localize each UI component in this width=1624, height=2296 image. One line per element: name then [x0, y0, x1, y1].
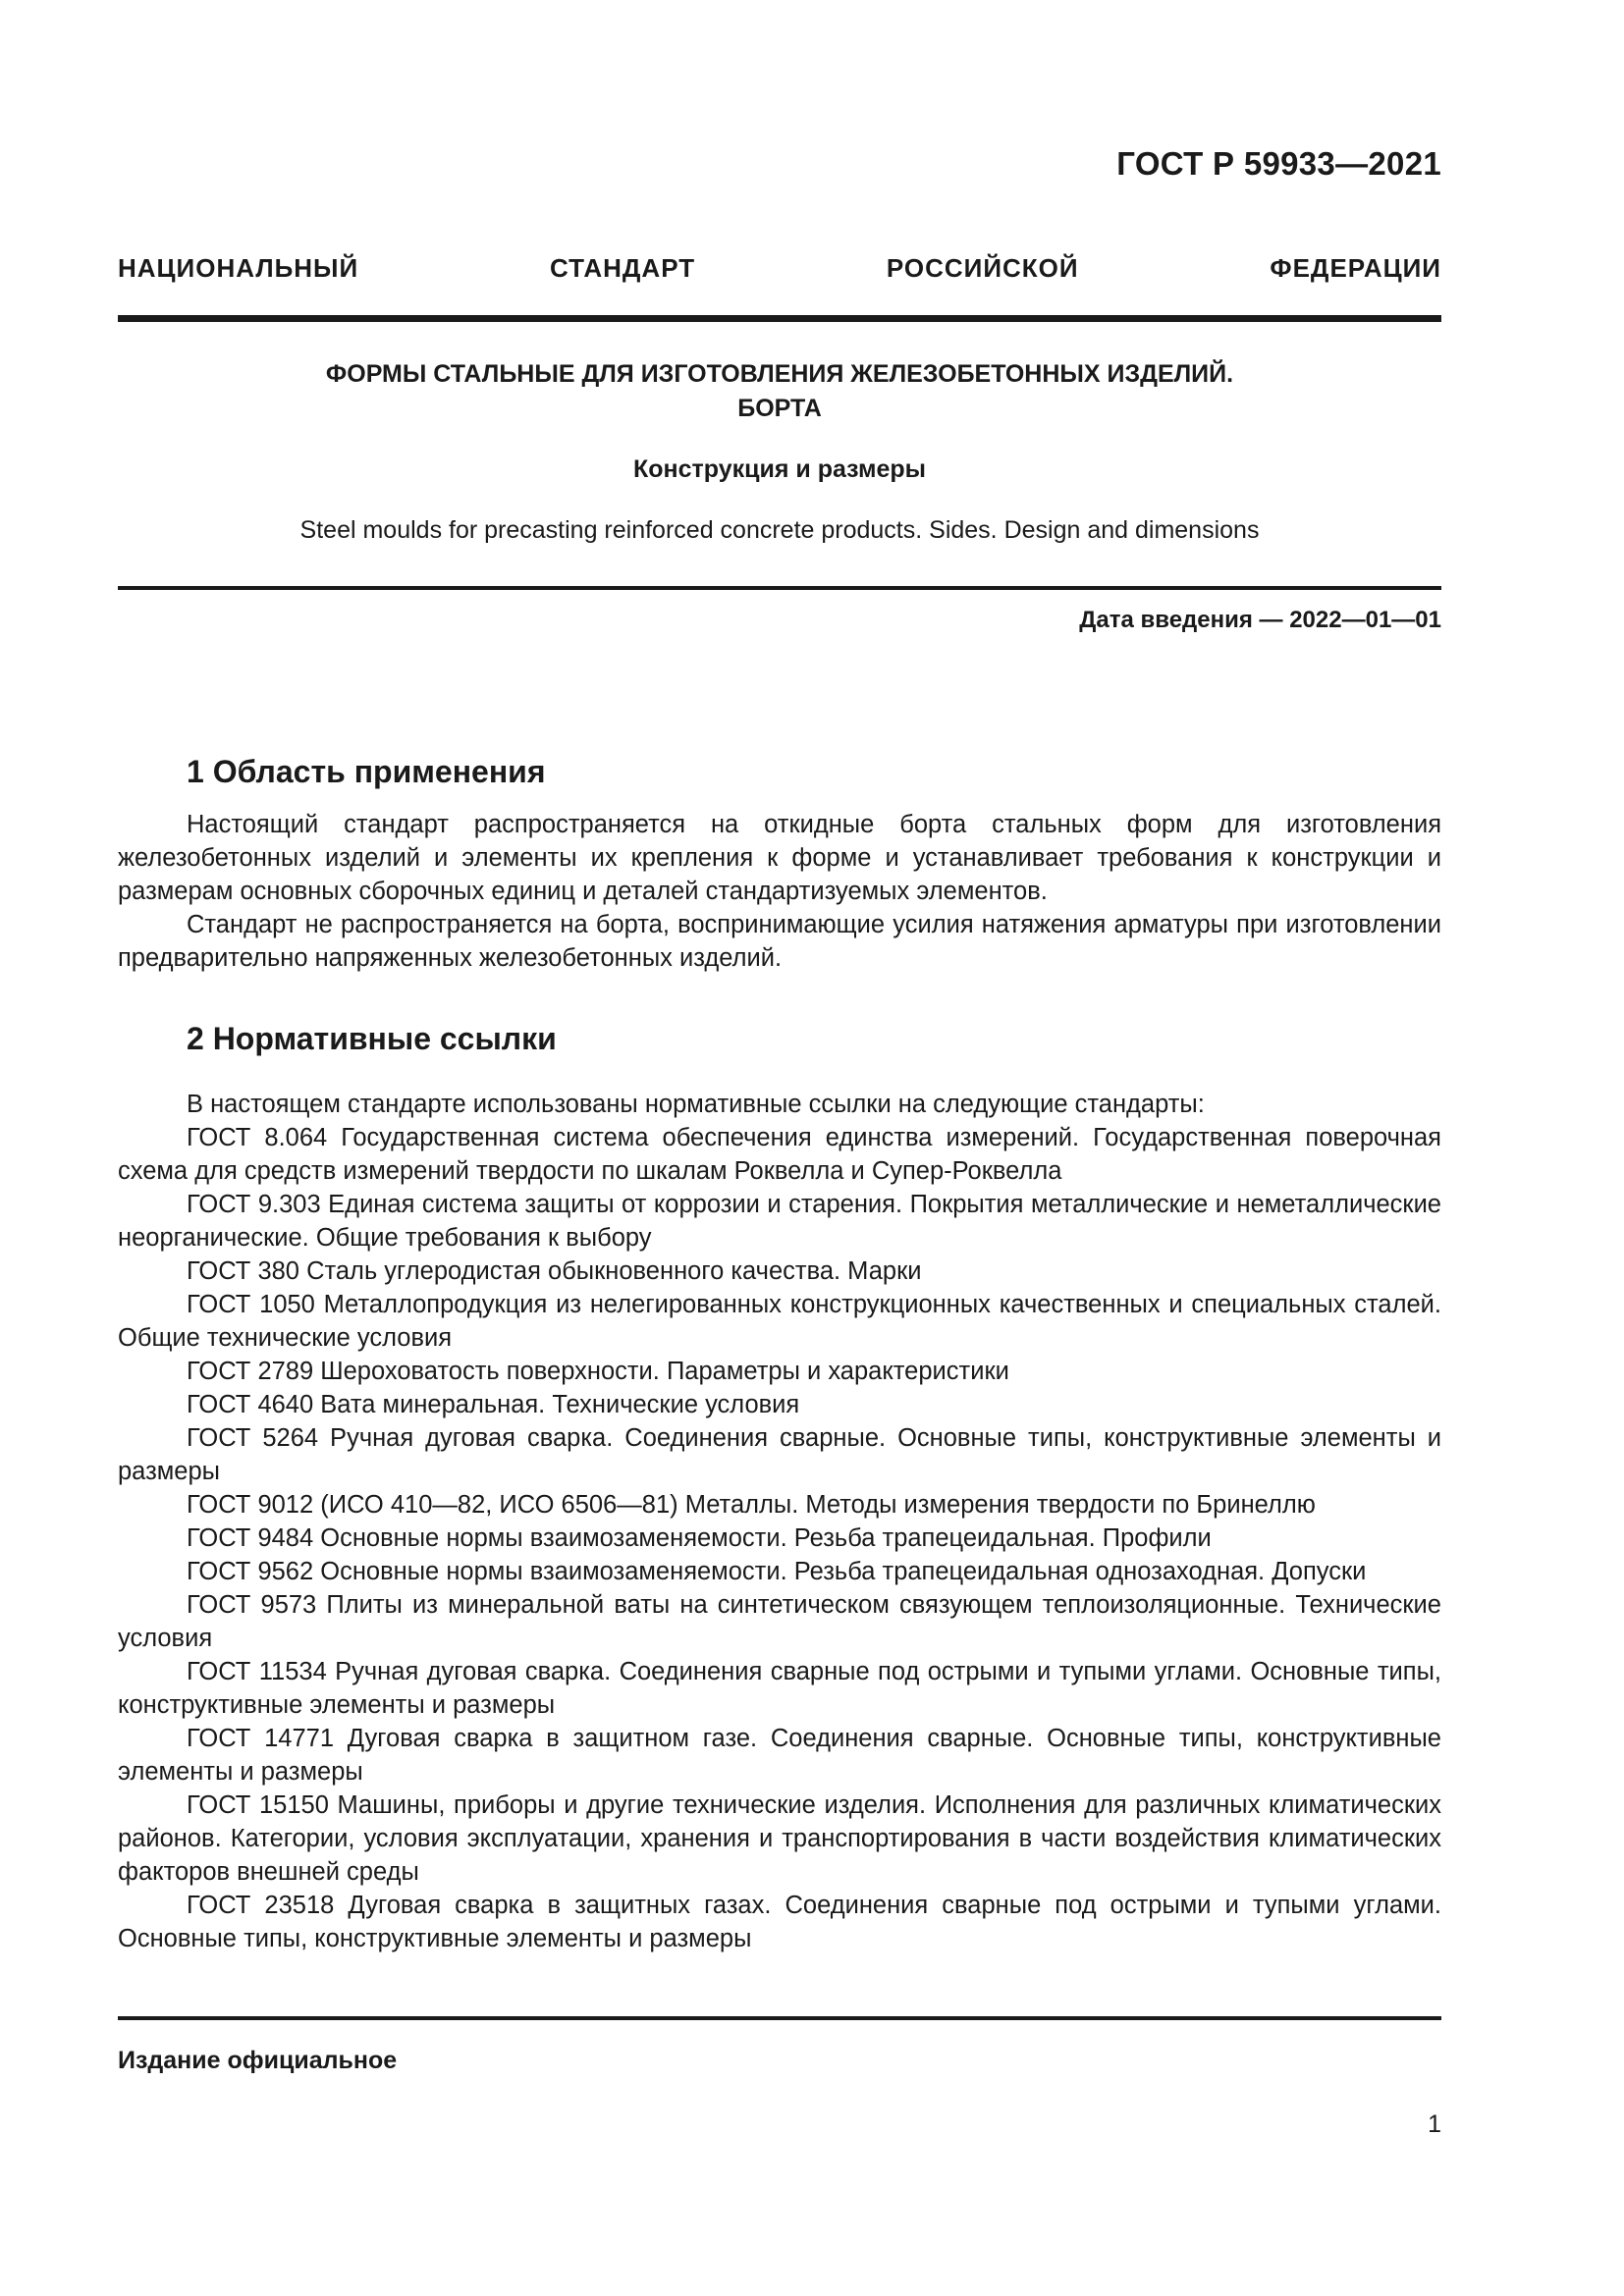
national-standard-banner: НАЦИОНАЛЬНЫЙ СТАНДАРТ РОССИЙСКОЙ ФЕДЕРАЦИИ [118, 253, 1441, 283]
official-edition-label: Издание официальное [118, 2047, 398, 2074]
header-rule [118, 315, 1441, 322]
reference-item: ГОСТ 2789 Шероховатость поверхности. Параметры и характеристики [187, 1358, 1009, 1385]
references-list [118, 1088, 1441, 1955]
reference-item: ГОСТ 380 Сталь углеродистая обыкновенного качества. Марки [187, 1257, 922, 1285]
reference-item: ГОСТ 14771 Дуговая сварка в защитном газе. Соединения сварные. Основные типы, конструктивные элементы и размеры [118, 1725, 1441, 1786]
reference-item: ГОСТ 4640 Вата минеральная. Технические условия [187, 1391, 800, 1418]
section-heading-scope: 1 Область применения [187, 754, 546, 789]
document-title-line2: БОРТА [737, 395, 822, 422]
reference-item: ГОСТ 11534 Ручная дуговая сварка. Соединения сварные под острыми и тупыми углами. Основные типы, конструктивные элементы и размеры [118, 1658, 1441, 1719]
references-intro: В настоящем стандарте использованы нормативные ссылки на следующие стандарты: [187, 1091, 1205, 1118]
reference-item: ГОСТ 9484 Основные нормы взаимозаменяемости. Резьба трапецеидальная. Профили [187, 1524, 1212, 1552]
reference-item: ГОСТ 8.064 Государственная система обеспечения единства измерений. Государственная поверочная схема для средств измерений твердости по шкалам Роквелла и Супер-Роквелла [118, 1124, 1441, 1185]
reference-item: ГОСТ 1050 Металлопродукция из нелегированных конструкционных качественных и специальных сталей. Общие технические условия [118, 1291, 1441, 1352]
document-subtitle: Конструкция и размеры [632, 455, 927, 483]
reference-item: ГОСТ 9.303 Единая система защиты от коррозии и старения. Покрытия металлические и неметаллические неорганические. Общие требования к выбору [118, 1191, 1441, 1252]
reference-item: ГОСТ 9573 Плиты из минеральной ваты на синтетическом связующем теплоизоляционные. Технические условия [118, 1591, 1441, 1652]
reference-item: ГОСТ 23518 Дуговая сварка в защитных газах. Соединения сварные под острыми и тупыми углами. Основные типы, конструктивные элементы и размеры [118, 1892, 1441, 1952]
scope-paragraph-2: Стандарт не распространяется на борта, воспринимающие усилия натяжения арматуры при изготовлении предварительно напряженных железобетонных изделий. [118, 911, 1441, 972]
document-title-line1: ФОРМЫ СТАЛЬНЫЕ ДЛЯ ИЗГОТОВЛЕНИЯ ЖЕЛЕЗОБЕТОННЫХ ИЗДЕЛИЙ. [325, 360, 1234, 388]
footer-rule [118, 2016, 1441, 2020]
section-heading-references: 2 Нормативные ссылки [187, 1021, 557, 1056]
reference-item: ГОСТ 15150 Машины, приборы и другие технические изделия. Исполнения для различных климатических районов. Категории, условия эксплуатации, хранения и транспортирования в части воздействия климатических факторов внешней среды [118, 1791, 1441, 1886]
document-title [118, 357, 1441, 426]
english-title: Steel moulds for precasting reinforced concrete products. Sides. Design and dimensions [299, 516, 1260, 544]
introduction-date: Дата введения — 2022—01—01 [1079, 607, 1441, 633]
reference-item: ГОСТ 9012 (ИСО 410—82, ИСО 6506—81) Металлы. Методы измерения твердости по Бринеллю [187, 1491, 1316, 1519]
page-number: 1 [1428, 2110, 1441, 2138]
scope-paragraph-1: Настоящий стандарт распространяется на откидные борта стальных форм для изготовления железобетонных изделий и элементы их крепления к форме и устанавливает требования к конструкции и размерам основных сборочных единиц и деталей стандартизуемых элементов. [118, 811, 1441, 905]
reference-item: ГОСТ 5264 Ручная дуговая сварка. Соединения сварные. Основные типы, конструктивные элементы и размеры [118, 1424, 1441, 1485]
title-rule [118, 586, 1441, 590]
document-code: ГОСТ Р 59933—2021 [1116, 145, 1441, 182]
reference-item: ГОСТ 9562 Основные нормы взаимозаменяемости. Резьба трапецеидальная однозаходная. Допуски [187, 1558, 1367, 1585]
